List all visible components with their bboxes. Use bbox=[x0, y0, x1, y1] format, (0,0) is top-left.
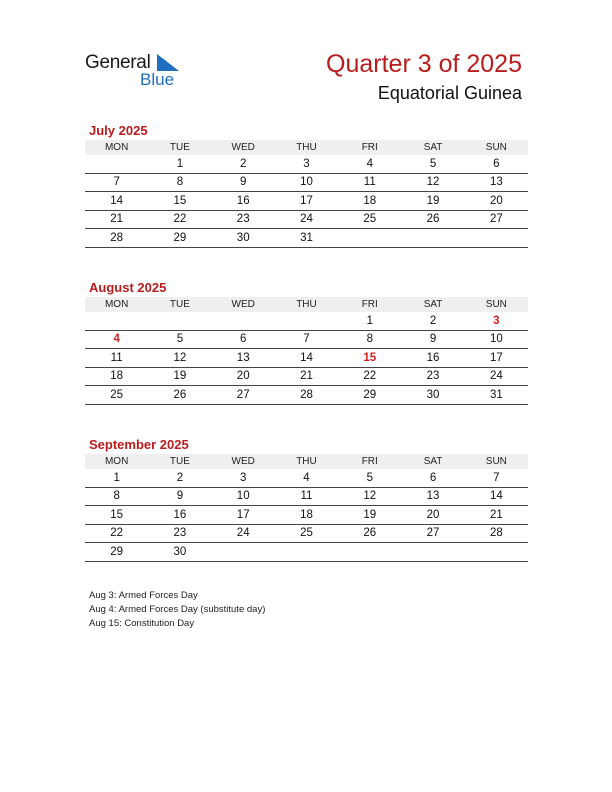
week-row bbox=[85, 349, 528, 368]
day-cell: 30 bbox=[401, 386, 464, 405]
day-cell: 11 bbox=[275, 487, 338, 506]
day-cell: 25 bbox=[338, 210, 401, 229]
day-cell: 15 bbox=[85, 506, 148, 525]
day-cell: 19 bbox=[338, 506, 401, 525]
weekday-header: TUE bbox=[148, 297, 211, 312]
holiday-note: Aug 3: Armed Forces Day bbox=[89, 590, 198, 601]
day-cell: 12 bbox=[338, 487, 401, 506]
day-cell: 15 bbox=[338, 349, 401, 368]
day-cell: 16 bbox=[148, 506, 211, 525]
day-cell: 4 bbox=[338, 155, 401, 173]
day-cell: 8 bbox=[85, 487, 148, 506]
day-cell: 14 bbox=[85, 192, 148, 211]
day-cell: 18 bbox=[275, 506, 338, 525]
day-cell: 16 bbox=[212, 192, 275, 211]
day-cell: 3 bbox=[212, 469, 275, 487]
day-cell: 8 bbox=[148, 173, 211, 192]
day-cell: 1 bbox=[85, 469, 148, 487]
day-cell: 7 bbox=[275, 330, 338, 349]
weekday-header: FRI bbox=[338, 297, 401, 312]
week-row bbox=[85, 386, 528, 405]
day-cell: 28 bbox=[85, 229, 148, 248]
day-cell: 9 bbox=[212, 173, 275, 192]
day-cell: 23 bbox=[401, 367, 464, 386]
logo-blue-text: Blue bbox=[140, 70, 175, 89]
day-cell: 9 bbox=[148, 487, 211, 506]
week-row bbox=[85, 330, 528, 349]
day-cell: 7 bbox=[85, 173, 148, 192]
week-row bbox=[85, 210, 528, 229]
month-title: September 2025 bbox=[89, 437, 189, 452]
day-cell: 28 bbox=[465, 524, 528, 543]
day-cell bbox=[401, 543, 464, 562]
week-row bbox=[85, 229, 528, 248]
weekday-header: SAT bbox=[401, 140, 464, 155]
day-cell: 5 bbox=[338, 469, 401, 487]
weekday-header: MON bbox=[85, 297, 148, 312]
day-cell: 30 bbox=[148, 543, 211, 562]
weekday-header: THU bbox=[275, 140, 338, 155]
day-cell: 20 bbox=[465, 192, 528, 211]
weekday-header: WED bbox=[212, 454, 275, 469]
day-cell: 2 bbox=[212, 155, 275, 173]
week-row bbox=[85, 524, 528, 543]
month-title: August 2025 bbox=[89, 280, 167, 295]
day-cell: 29 bbox=[338, 386, 401, 405]
day-cell: 16 bbox=[401, 349, 464, 368]
weekday-header: MON bbox=[85, 454, 148, 469]
day-cell: 6 bbox=[401, 469, 464, 487]
week-row bbox=[85, 543, 528, 562]
weekday-header: SAT bbox=[401, 454, 464, 469]
weekday-header: MON bbox=[85, 140, 148, 155]
day-cell: 4 bbox=[275, 469, 338, 487]
day-cell: 24 bbox=[465, 367, 528, 386]
holiday-notes bbox=[89, 589, 265, 631]
day-cell: 12 bbox=[401, 173, 464, 192]
day-cell: 3 bbox=[465, 312, 528, 330]
day-cell: 9 bbox=[401, 330, 464, 349]
holiday-note: Aug 4: Armed Forces Day (substitute day) bbox=[89, 604, 266, 615]
day-cell bbox=[212, 312, 275, 330]
day-cell: 22 bbox=[338, 367, 401, 386]
day-cell: 18 bbox=[338, 192, 401, 211]
day-cell: 21 bbox=[465, 506, 528, 525]
weekday-header-row bbox=[85, 297, 528, 312]
weekday-header: SAT bbox=[401, 297, 464, 312]
day-cell: 2 bbox=[401, 312, 464, 330]
day-cell: 13 bbox=[212, 349, 275, 368]
day-cell: 20 bbox=[401, 506, 464, 525]
day-cell: 6 bbox=[465, 155, 528, 173]
calendar-grid bbox=[85, 454, 528, 562]
day-cell: 7 bbox=[465, 469, 528, 487]
day-cell: 4 bbox=[85, 330, 148, 349]
day-cell: 24 bbox=[212, 524, 275, 543]
day-cell: 30 bbox=[212, 229, 275, 248]
day-cell: 24 bbox=[275, 210, 338, 229]
day-cell bbox=[85, 312, 148, 330]
day-cell: 25 bbox=[275, 524, 338, 543]
week-row bbox=[85, 367, 528, 386]
weekday-header: FRI bbox=[338, 454, 401, 469]
month-august bbox=[85, 279, 528, 405]
weekday-header-row bbox=[85, 454, 528, 469]
weekday-header: SUN bbox=[465, 454, 528, 469]
day-cell: 23 bbox=[148, 524, 211, 543]
day-cell bbox=[465, 543, 528, 562]
day-cell: 15 bbox=[148, 192, 211, 211]
day-cell: 26 bbox=[401, 210, 464, 229]
day-cell: 17 bbox=[275, 192, 338, 211]
day-cell: 17 bbox=[465, 349, 528, 368]
day-cell: 31 bbox=[465, 386, 528, 405]
calendar-grid bbox=[85, 297, 528, 405]
day-cell: 20 bbox=[212, 367, 275, 386]
day-cell: 6 bbox=[212, 330, 275, 349]
weekday-header: WED bbox=[212, 140, 275, 155]
day-cell: 2 bbox=[148, 469, 211, 487]
day-cell: 31 bbox=[275, 229, 338, 248]
week-row bbox=[85, 192, 528, 211]
day-cell: 21 bbox=[275, 367, 338, 386]
day-cell: 13 bbox=[465, 173, 528, 192]
day-cell: 10 bbox=[212, 487, 275, 506]
month-title: July 2025 bbox=[89, 123, 148, 138]
holiday-note: Aug 15: Constitution Day bbox=[89, 618, 195, 629]
calendar-grid bbox=[85, 140, 528, 248]
day-cell: 27 bbox=[401, 524, 464, 543]
day-cell: 14 bbox=[465, 487, 528, 506]
day-cell: 11 bbox=[85, 349, 148, 368]
day-cell: 22 bbox=[148, 210, 211, 229]
week-row bbox=[85, 155, 528, 173]
day-cell: 22 bbox=[85, 524, 148, 543]
logo-triangle-icon bbox=[157, 54, 179, 71]
weekday-header: TUE bbox=[148, 140, 211, 155]
day-cell bbox=[338, 543, 401, 562]
day-cell bbox=[148, 312, 211, 330]
day-cell: 3 bbox=[275, 155, 338, 173]
day-cell: 14 bbox=[275, 349, 338, 368]
weekday-header: FRI bbox=[338, 140, 401, 155]
day-cell: 12 bbox=[148, 349, 211, 368]
day-cell: 26 bbox=[338, 524, 401, 543]
day-cell bbox=[212, 543, 275, 562]
generalblue-logo bbox=[85, 52, 185, 92]
day-cell: 23 bbox=[212, 210, 275, 229]
day-cell: 17 bbox=[212, 506, 275, 525]
day-cell: 5 bbox=[148, 330, 211, 349]
day-cell: 5 bbox=[401, 155, 464, 173]
day-cell: 19 bbox=[401, 192, 464, 211]
logo-general-text: General bbox=[85, 52, 151, 73]
day-cell: 1 bbox=[148, 155, 211, 173]
day-cell: 26 bbox=[148, 386, 211, 405]
month-september bbox=[85, 436, 528, 562]
day-cell: 13 bbox=[401, 487, 464, 506]
day-cell: 27 bbox=[212, 386, 275, 405]
day-cell: 19 bbox=[148, 367, 211, 386]
day-cell: 25 bbox=[85, 386, 148, 405]
country-name: Equatorial Guinea bbox=[377, 83, 522, 103]
day-cell: 10 bbox=[275, 173, 338, 192]
weekday-header: THU bbox=[275, 454, 338, 469]
weekday-header: SUN bbox=[465, 140, 528, 155]
day-cell bbox=[275, 543, 338, 562]
day-cell bbox=[401, 229, 464, 248]
day-cell: 8 bbox=[338, 330, 401, 349]
week-row bbox=[85, 312, 528, 330]
day-cell: 28 bbox=[275, 386, 338, 405]
weekday-header: SUN bbox=[465, 297, 528, 312]
day-cell: 10 bbox=[465, 330, 528, 349]
weekday-header: TUE bbox=[148, 454, 211, 469]
day-cell: 18 bbox=[85, 367, 148, 386]
day-cell bbox=[465, 229, 528, 248]
week-row bbox=[85, 487, 528, 506]
page-title: Quarter 3 of 2025 bbox=[326, 50, 522, 78]
day-cell: 29 bbox=[85, 543, 148, 562]
weekday-header-row bbox=[85, 140, 528, 155]
day-cell bbox=[338, 229, 401, 248]
week-row bbox=[85, 173, 528, 192]
day-cell: 11 bbox=[338, 173, 401, 192]
day-cell: 27 bbox=[465, 210, 528, 229]
day-cell bbox=[275, 312, 338, 330]
day-cell: 21 bbox=[85, 210, 148, 229]
week-row bbox=[85, 469, 528, 487]
month-july bbox=[85, 122, 528, 248]
day-cell: 1 bbox=[338, 312, 401, 330]
day-cell: 29 bbox=[148, 229, 211, 248]
weekday-header: THU bbox=[275, 297, 338, 312]
weekday-header: WED bbox=[212, 297, 275, 312]
day-cell bbox=[85, 155, 148, 173]
week-row bbox=[85, 506, 528, 525]
